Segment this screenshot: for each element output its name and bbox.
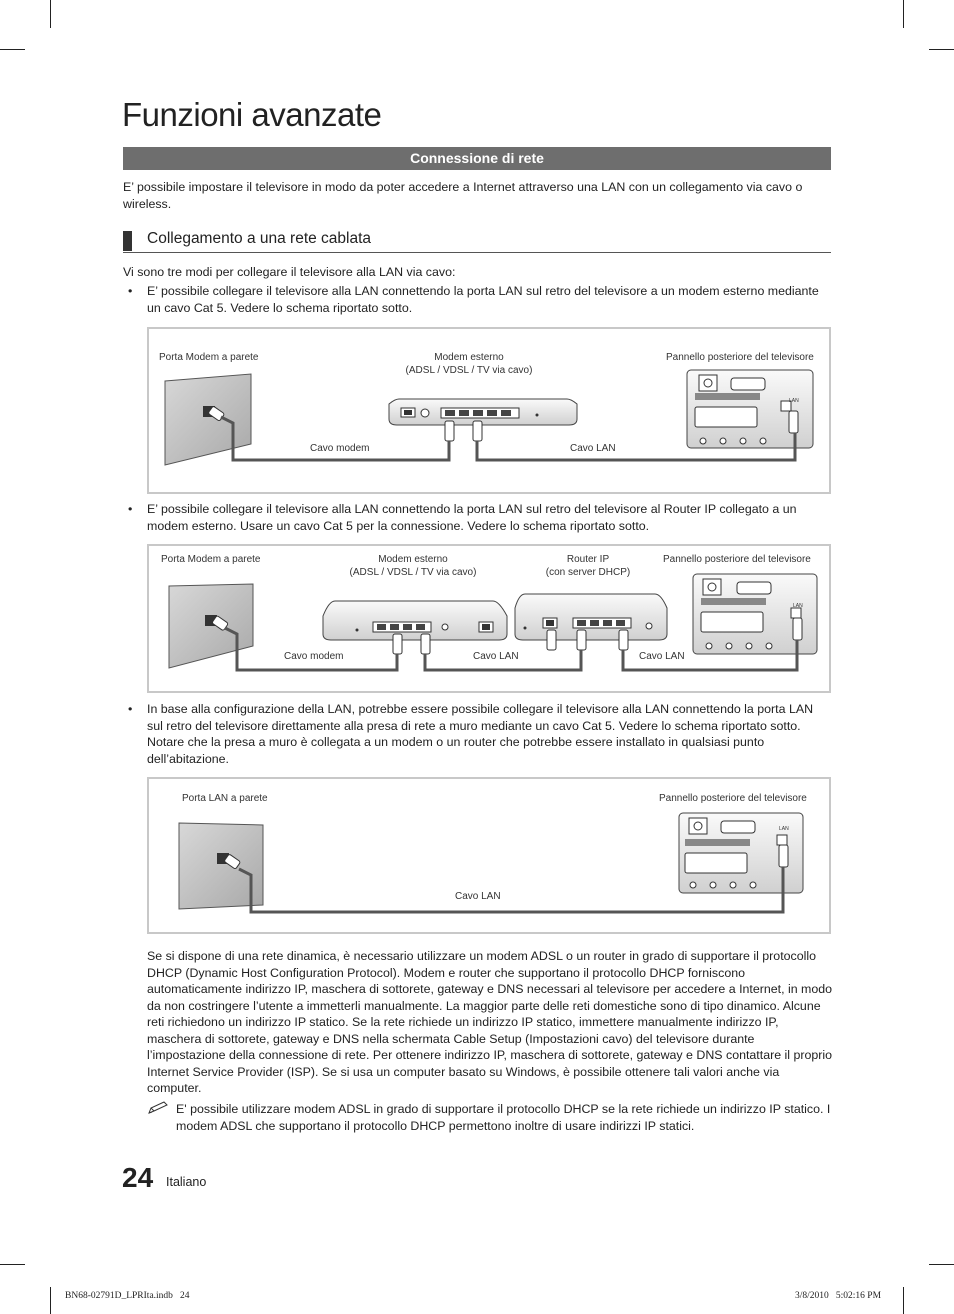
subheading bbox=[123, 229, 831, 253]
ways-intro: Vi sono tre modi per collegare il televisore alla LAN via cavo: bbox=[123, 265, 456, 279]
bullet-text-2: E’ possibile collegare il televisore alla LAN connettendo la porta LAN sul retro del televisore al Router IP collegato a un modem esterno. Usare un cavo Cat 5 per la connessione. Vedere lo schema riportato sotto. bbox=[147, 502, 797, 533]
pencil-icon bbox=[147, 1101, 169, 1115]
crop-mark bbox=[903, 0, 904, 28]
modem-label-line2: (ADSL / VDSL / TV via cavo) bbox=[349, 567, 477, 578]
footer-timestamp: 3/8/2010 5:02:16 PM bbox=[795, 1291, 882, 1301]
modem-label bbox=[399, 351, 539, 377]
crop-mark bbox=[929, 49, 954, 50]
tv-panel-label: Pannello posteriore del televisore bbox=[666, 352, 814, 363]
modem-label-line2: (ADSL / VDSL / TV via cavo) bbox=[405, 365, 533, 376]
page-number: 24 bbox=[122, 1162, 154, 1193]
modem-label bbox=[343, 553, 483, 579]
crop-mark bbox=[0, 49, 25, 50]
router-label bbox=[533, 553, 643, 579]
bullet-text-3: In base alla configurazione della LAN, potrebbe essere possibile collegare il televisore alla LAN connettendo la porta LAN sul retro del televisore direttamente alla presa di rete a muro mediante un cavo Cat 5. Vedere lo schema riportato sotto. Notare che la presa a muro è collegata a un modem o un router che potrebbe essere installato in qualsiasi punto dell’abitazione. bbox=[147, 702, 814, 766]
router-label-line1: Router IP bbox=[566, 554, 610, 565]
router-label-line2: (con server DHCP) bbox=[545, 567, 631, 578]
crop-mark bbox=[50, 0, 51, 28]
lan-cable-label: Cavo LAN bbox=[455, 891, 501, 902]
bullet-dot: • bbox=[128, 502, 133, 516]
wall-port-label: Porta Modem a parete bbox=[159, 352, 259, 363]
tv-panel-label: Pannello posteriore del televisore bbox=[663, 554, 811, 565]
modem-device bbox=[323, 601, 507, 640]
lan-port-label: LAN bbox=[779, 826, 789, 832]
lan-port-label: LAN bbox=[789, 398, 799, 404]
bullet-dot: • bbox=[128, 702, 133, 716]
section-bar: Connessione di rete bbox=[123, 147, 831, 170]
diagram-router-connection bbox=[147, 544, 831, 693]
modem-label-line1: Modem esterno bbox=[434, 352, 504, 363]
lan-port-label: LAN bbox=[793, 603, 803, 609]
crop-mark bbox=[0, 1264, 25, 1265]
lan-cable-label: Cavo LAN bbox=[570, 443, 616, 454]
language-label: Italiano bbox=[166, 1175, 207, 1189]
diagram-2-art bbox=[149, 546, 829, 691]
subheading-marker bbox=[123, 231, 132, 251]
lan-cable-label-2: Cavo LAN bbox=[639, 651, 685, 662]
bullet-text-1: E’ possibile collegare il televisore alla LAN connettendo la porta LAN sul retro del televisore a un modem esterno mediante un cavo Cat 5. Vedere lo schema riportato sotto. bbox=[147, 284, 819, 315]
subheading-text: Collegamento a una rete cablata bbox=[147, 230, 372, 247]
modem-label-line1: Modem esterno bbox=[378, 554, 448, 565]
crop-mark bbox=[903, 1287, 904, 1314]
wall-port-label: Porta Modem a parete bbox=[161, 554, 261, 565]
dynamic-network-paragraph: Se si dispone di una rete dinamica, è necessario utilizzare un modem ADSL o un router in grado di supportare il protocollo DHCP (Dynamic Host Configuration Protocol). Modem e router che supportano il protocollo DHCP forniscono automaticamente indirizzo IP, maschera di sottorete, gateway e DNS necessari al televisore per accedere a Internet, in modo da non costringere l’utente a immetterli manualmente. La maggior parte delle reti domestiche sono di tipo dinamico. Alcune reti richiedono un indirizzo IP statico. Se la rete richiede un indirizzo IP statico, immettere manualmente indirizzo IP, maschera di sottorete, gateway e DNS nella schermata Cable Setup (Impostazioni cavo) del televisore durante l’impostazione della connessione di rete. Per ottenere indirizzo IP, maschera di sottorete, gateway e DNS contattare il proprio Internet Service Provider (ISP). Se si usa un computer basato su Windows, è possibile ottenere tali valori anche via computer. bbox=[147, 949, 833, 1095]
wall-panel bbox=[165, 374, 251, 465]
router-device bbox=[515, 594, 667, 640]
modem-cable-label: Cavo modem bbox=[310, 443, 370, 454]
lan-cable-label-1: Cavo LAN bbox=[473, 651, 519, 662]
page-title: Funzioni avanzate bbox=[122, 96, 382, 133]
diagram-modem-connection bbox=[147, 327, 831, 494]
bullet-dot: • bbox=[128, 284, 133, 298]
crop-mark bbox=[929, 1264, 954, 1265]
diagram-wall-lan-connection bbox=[147, 777, 831, 934]
wall-lan-port-label: Porta LAN a parete bbox=[182, 793, 268, 804]
note-text: E' possibile utilizzare modem ADSL in grado di supportare il protocollo DHCP se la rete richiede un indirizzo IP statico. I modem ADSL che supportano il protocollo DHCP permettono inoltre di usare indirizzi IP statici. bbox=[176, 1102, 831, 1133]
footer-file-info: BN68-02791D_LPRIta.indb 24 bbox=[65, 1291, 190, 1301]
intro-paragraph: E’ possibile impostare il televisore in modo da poter accedere a Internet attraverso una LAN con un collegamento via cavo o wireless. bbox=[123, 180, 803, 211]
modem-cable-label: Cavo modem bbox=[284, 651, 344, 662]
tv-panel-label: Pannello posteriore del televisore bbox=[659, 793, 807, 804]
crop-mark bbox=[50, 1287, 51, 1314]
